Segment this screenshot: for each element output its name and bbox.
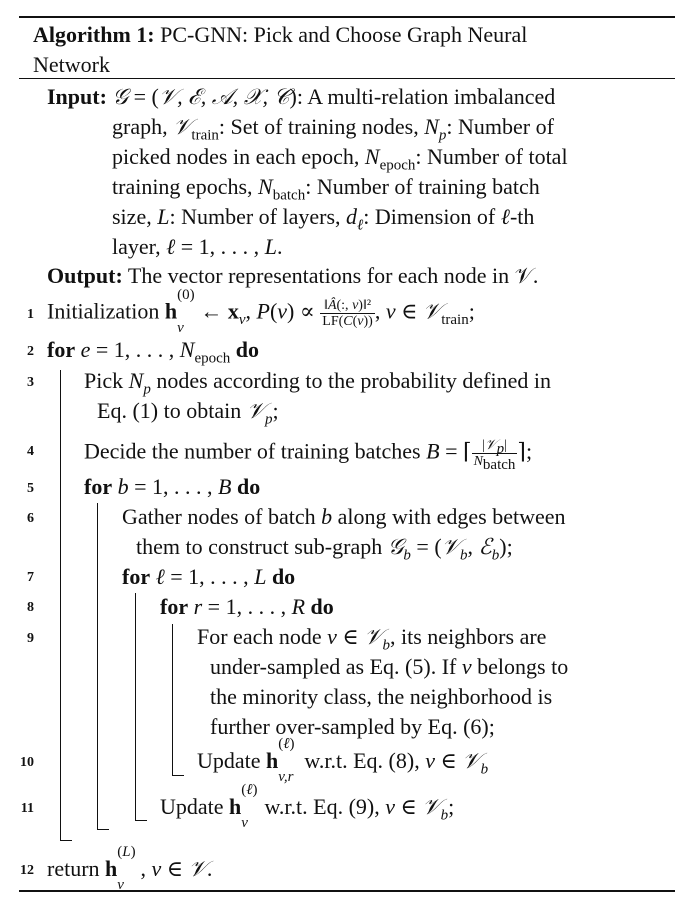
line-number-7: 7 [27,570,34,585]
step-3-line-2: Eq. (1) to obtain 𝒱$_p$; [97,398,279,428]
input-label: Input: [47,84,107,109]
sampling-fraction: $\frac{\text{‖Â(:, v)‖²}}{LF(C(v))}$ [322,298,373,329]
layer-loop-end [135,820,147,821]
input-line-5: size, L: Number of layers, $d_\ell$: Dimension of ℓ-th [112,204,535,234]
step-3-line-1: Pick $N_p$ nodes according to the probability defined in [84,368,551,398]
input-line-6: layer, ℓ = 1, . . . , L. [112,234,283,259]
algorithm-title-line2: Network [33,52,110,77]
batch-fraction: $\frac{|𝒱_p|}{N_{batch}}$ [473,438,516,473]
step-11-update-layer: Update h (ℓ) $_v$ w.r.t. Eq. (9), v ∈ 𝒱$_b$; [160,782,455,832]
step-9-line-2: under-sampled as Eq. (5). If v belongs to [210,654,569,679]
epoch-loop-end [60,840,72,841]
header-rule [19,78,675,79]
step-4-batches: Decide the number of training batches B = ⌈ $\frac{|𝒱_p|}{N_{batch}}$ ⌉; [84,438,533,473]
step-5-batch-loop: for b = 1, . . . , B do [84,474,261,499]
input-line-4: training epochs, $N_{batch}$: Number of training batch [112,174,540,204]
algorithm-name: PC-GNN: Pick and Choose Graph Neural [160,22,528,47]
line-number-6: 6 [27,511,34,526]
step-2-epoch-loop: for e = 1, . . . , $N_{epoch}$ do [47,337,260,367]
step-9-line-3: the minority class, the neighborhood is [210,684,553,709]
relation-loop-bar [172,624,173,775]
step-10-update-relation: Update h (ℓ) $_{v,r}$ w.r.t. Eq. (8), v ∈ 𝒱$_b$ [197,736,489,786]
input-line-2: graph, 𝒱$_{train}$: Set of training nodes, $N_p$: Number of [112,114,554,144]
batch-loop-bar [97,503,98,829]
epoch-loop-bar [60,370,61,840]
layer-loop-bar [135,593,136,820]
step-8-relation-loop: for r = 1, . . . , R do [160,594,334,619]
step-6-line-1: Gather nodes of batch b along with edges between [122,504,566,529]
step-1-initialization: Initialization h (0) $_v$ ← $x_v$, P(v) ∝ $\frac{\text{‖Â(:, v)‖²}}{LF(C(v))}$ , v ∈ 𝒱$_{train}$; [47,286,475,336]
line-number-3: 3 [27,375,34,390]
line-number-11: 11 [20,801,34,816]
line-number-4: 4 [27,444,34,459]
algorithm-label: Algorithm 1: [33,22,155,47]
input-line-1: Input: 𝒢 = (𝒱, ℰ, 𝒜, 𝒳, 𝒞): A multi-relation imbalanced [47,84,556,109]
input-line-3: picked nodes in each epoch, $N_{epoch}$: Number of total [112,144,568,174]
top-rule [19,16,675,18]
output-line [47,263,538,289]
line-number-5: 5 [27,481,34,496]
relation-loop-end [172,775,184,776]
line-number-9: 9 [27,631,34,646]
output-text: The vector representations for each node in 𝒱. [127,263,539,288]
step-7-layer-loop: for ℓ = 1, . . . , L do [122,564,296,589]
batch-loop-end [97,829,109,830]
line-number-2: 2 [27,344,34,359]
step-12-return: return h (L) $_v$ , v ∈ 𝒱. [47,844,213,894]
algorithm-title-line1 [33,22,527,48]
line-number-1: 1 [27,307,34,322]
line-number-12: 12 [20,863,34,878]
step-9-line-4: further over-sampled by Eq. (6); [210,714,495,739]
line-number-8: 8 [27,600,34,615]
step-6-line-2: them to construct sub-graph 𝒢$_b$ = (𝒱$_b$, ℰ$_b$); [136,534,513,564]
output-label: Output: [47,263,123,288]
line-number-10: 10 [20,755,34,770]
step-9-line-1: For each node v ∈ 𝒱$_b$, its neighbors are [197,624,547,654]
